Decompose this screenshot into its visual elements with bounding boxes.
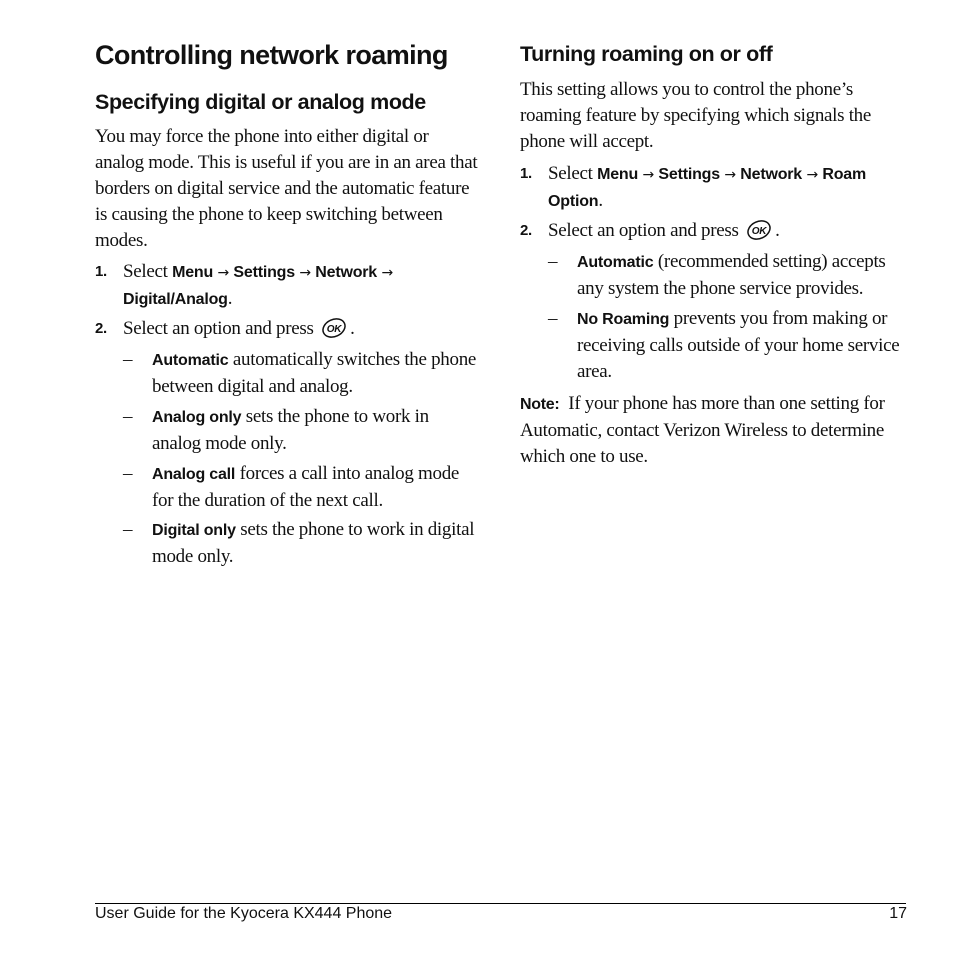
period: . [227, 288, 233, 309]
dash: – [123, 349, 133, 370]
menu-label: Menu [172, 264, 214, 281]
footer-divider [95, 903, 906, 904]
menu-label: Menu [597, 166, 639, 183]
ok-key-icon [746, 219, 772, 249]
option-automatic [520, 249, 905, 302]
page-number: 17 [889, 905, 907, 922]
option-analog-only [95, 404, 480, 457]
dash: – [548, 308, 558, 329]
network-label: Network [740, 166, 803, 183]
ok-key-icon [321, 317, 347, 347]
step-text: Select [123, 261, 168, 282]
note-label: Note: [520, 396, 560, 413]
option-label: Analog call [152, 466, 236, 483]
period: . [350, 318, 355, 339]
option-label: Automatic [152, 352, 229, 369]
section-heading-digital-analog: Specifying digital or analog mode [95, 90, 426, 114]
step-number: 2. [520, 222, 532, 239]
arrow-icon: → [217, 265, 229, 281]
step-text: Select an option and press [548, 220, 739, 241]
option-text: forces a call into analog mode for the duration of the next call. [152, 463, 460, 511]
digital-analog-label: Digital/Analog [123, 291, 228, 308]
step-2 [520, 218, 905, 249]
step-2 [95, 316, 480, 347]
settings-label: Settings [658, 166, 720, 183]
step-text: Select an option and press [123, 318, 314, 339]
note-text: If your phone has more than one setting for Automatic, contact Verizon Wireless to determine which one to use. [520, 393, 885, 467]
option-label: No Roaming [577, 311, 670, 328]
network-label: Network [315, 264, 378, 281]
option-text: (recommended setting) accepts any system the phone service provides. [577, 251, 886, 299]
step-number: 2. [95, 320, 107, 337]
option-digital-only [95, 517, 480, 570]
arrow-icon: → [806, 167, 818, 183]
option-analog-call [95, 461, 480, 514]
option-label: Digital only [152, 522, 236, 539]
dash: – [123, 519, 133, 540]
intro-paragraph: This setting allows you to control the phone’s roaming feature by specifying which signals the phone will accept. [520, 79, 872, 152]
step-1 [95, 259, 480, 313]
dash: – [548, 251, 558, 272]
footer-title: User Guide for the Kyocera KX444 Phone [95, 905, 393, 922]
dash: – [123, 406, 133, 427]
step-number: 1. [520, 165, 532, 182]
dash: – [123, 463, 133, 484]
step-1 [520, 161, 905, 215]
option-automatic [95, 347, 480, 400]
option-text: automatically switches the phone between digital and analog. [152, 349, 477, 397]
option-no-roaming [520, 306, 905, 385]
step-number: 1. [95, 263, 107, 280]
svg-text:OK: OK [751, 226, 767, 237]
arrow-icon: → [381, 265, 393, 281]
option-text: sets the phone to work in digital mode only. [152, 519, 475, 567]
intro-paragraph: You may force the phone into either digital or analog mode. This is useful if you are in an area that borders on digital service and the automatic feature is causing the phone to keep switching between modes. [95, 126, 478, 251]
option-text: prevents you from making or receiving calls outside of your home service area. [577, 308, 900, 382]
section-heading-roaming: Turning roaming on or off [520, 42, 773, 66]
option-text: sets the phone to work in analog mode only. [152, 406, 429, 454]
arrow-icon: → [724, 167, 736, 183]
period: . [775, 220, 780, 241]
option-label: Analog only [152, 409, 242, 426]
roam-option-label: Roam Option [548, 166, 867, 210]
svg-text:OK: OK [326, 324, 342, 335]
option-label: Automatic [577, 254, 654, 271]
note-paragraph [520, 391, 905, 470]
arrow-icon: → [299, 265, 311, 281]
step-text: Select [548, 163, 593, 184]
period: . [598, 190, 603, 211]
arrow-icon: → [642, 167, 654, 183]
settings-label: Settings [233, 264, 295, 281]
page-title: Controlling network roaming [95, 40, 448, 70]
